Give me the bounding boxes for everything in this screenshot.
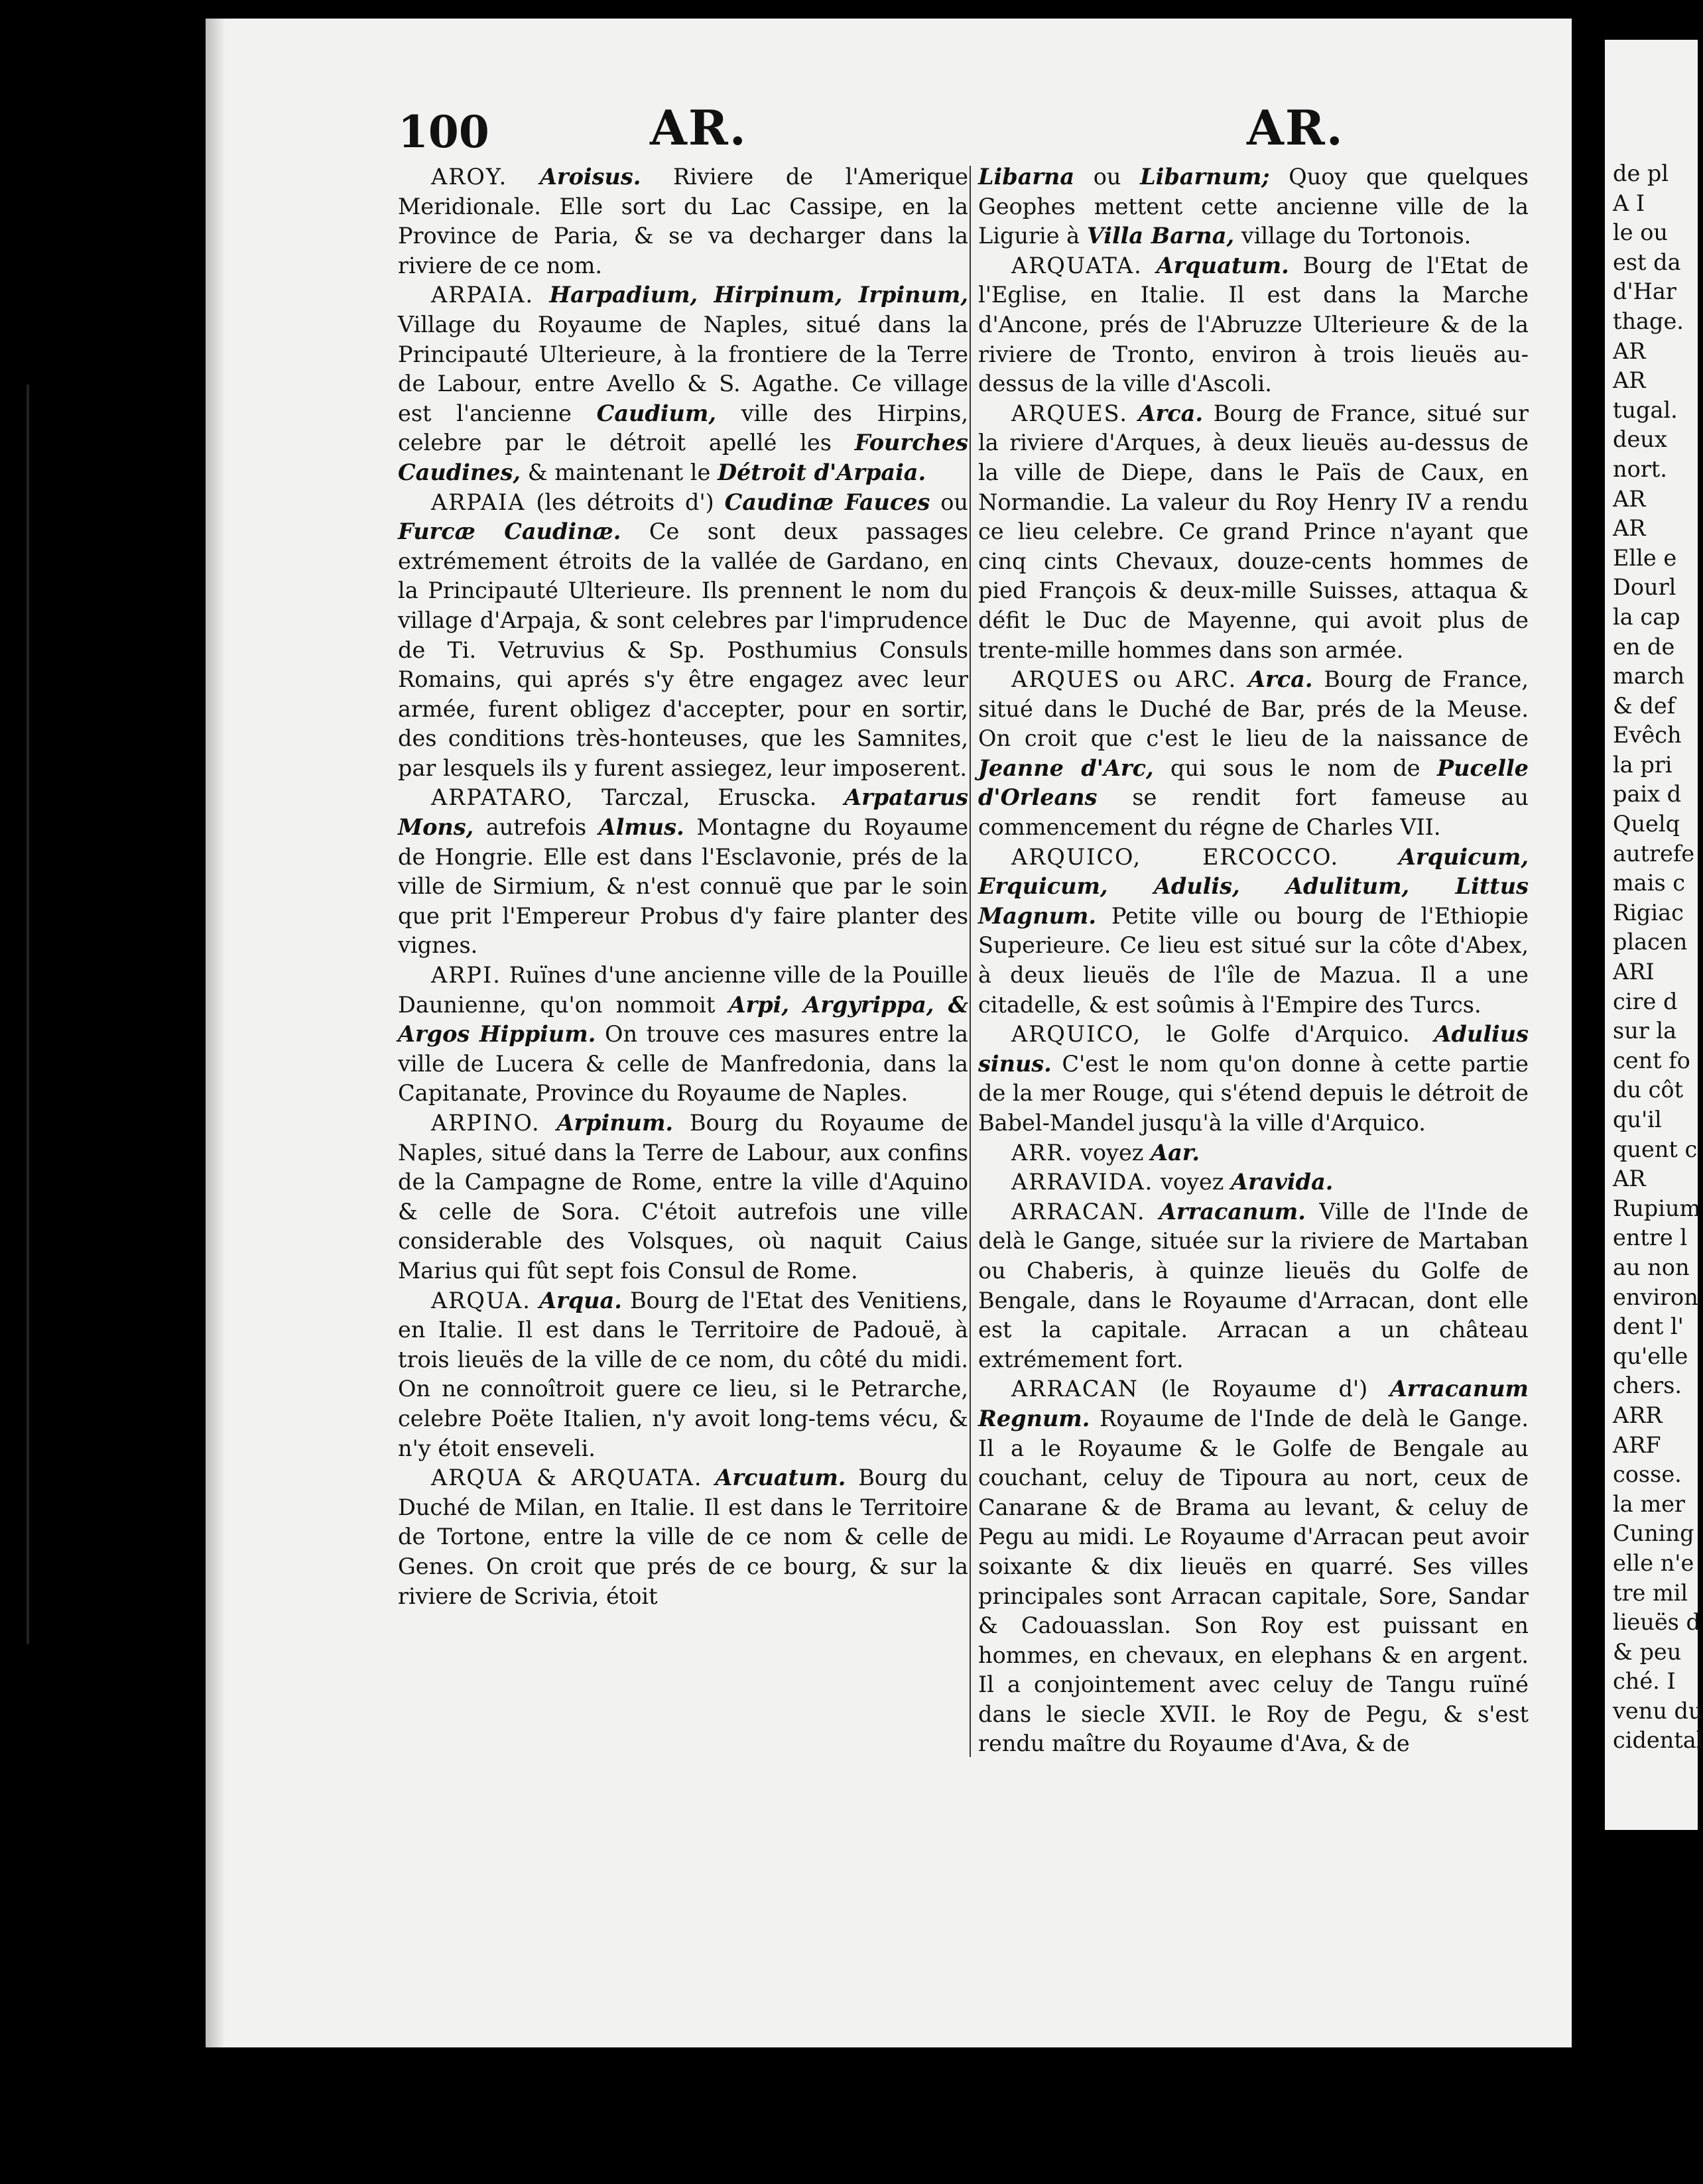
page-number: 100 <box>398 106 489 158</box>
margin-line: deux <box>1613 426 1667 453</box>
latin-name: Almus. <box>598 814 684 841</box>
latin-name: Villa Barna, <box>1086 223 1235 249</box>
latin-name: Arracanum Regnum. <box>978 1376 1529 1431</box>
latin-name: Pucelle d'Orleans <box>978 755 1529 811</box>
dictionary-entry <box>978 1168 1529 1197</box>
dictionary-entry <box>398 961 968 1109</box>
dictionary-entry <box>978 251 1529 399</box>
entry-text: Quoy que quelques Geophes mettent cette ancienne ville de la Ligurie à <box>978 164 1529 249</box>
left-column <box>398 162 968 1611</box>
latin-name: Aravida. <box>1231 1169 1334 1195</box>
right-column <box>978 162 1529 1759</box>
margin-line: autrefe <box>1613 840 1695 867</box>
column-divider <box>970 166 971 1757</box>
margin-line: environ <box>1613 1284 1698 1310</box>
page-edge-shadow <box>206 19 225 2047</box>
margin-line: AR <box>1613 485 1646 512</box>
entry-text: Village du Royaume de Naples, situé dans la Principauté Ulterieure, à la frontiere de la Terre de Labour, entre Avello & S. Agathe. Ce village est l'ancienne <box>398 311 968 426</box>
latin-name: Arpi, Argyrippa, & Argos Hippium. <box>398 991 969 1048</box>
margin-line: nort. <box>1613 455 1667 482</box>
margin-line: cosse. <box>1613 1461 1682 1488</box>
entry-headword: ARPATARO, <box>431 784 574 811</box>
margin-line: du côt <box>1613 1077 1684 1103</box>
latin-name: Arpatarus Mons, <box>398 784 968 841</box>
margin-line: mais c <box>1613 870 1686 896</box>
dictionary-entry <box>978 162 1529 251</box>
dictionary-entry <box>978 665 1529 843</box>
entry-headword: ARRACAN. <box>1011 1198 1146 1225</box>
entry-text: (le Royaume d') <box>1161 1376 1390 1402</box>
latin-name: Arca. <box>1248 666 1313 693</box>
entry-headword: ARRACAN <box>1011 1376 1139 1402</box>
dictionary-entry <box>978 399 1529 665</box>
margin-line: ché. I <box>1613 1668 1676 1695</box>
margin-line: quent c <box>1613 1136 1698 1162</box>
latin-name: Caudinæ Fauces <box>724 489 930 515</box>
entry-headword: ARPAIA. <box>431 282 535 308</box>
entry-text: & maintenant le <box>521 459 718 485</box>
entry-text: Bourg de France, situé dans le Duché de Bar, prés de la Meuse. On croit que c'est le lieu de la naissance de <box>978 666 1529 752</box>
margin-line: chers. <box>1613 1372 1682 1399</box>
entry-text: Ruïnes d'une ancienne ville de la Pouille Daunienne, qu'on nommoit <box>398 962 968 1018</box>
margin-line: d'Har <box>1613 278 1676 305</box>
margin-line: la pri <box>1613 751 1672 778</box>
latin-name: Libarna <box>978 164 1075 190</box>
entry-text: Bourg de l'Etat de l'Eglise, en Italie. Il est dans la Marche d'Ancone, prés de l'Abruzze Ulterieure & de la riviere de Tronto, environ à trois lieuës au-dessus de la ville d'Ascoli. <box>978 252 1529 397</box>
latin-name: Caudium, <box>596 400 716 426</box>
latin-name: Arracanum. <box>1159 1198 1306 1225</box>
margin-line: venu du <box>1613 1697 1703 1724</box>
margin-line: Cuning <box>1613 1520 1694 1547</box>
dictionary-entry <box>978 1197 1529 1375</box>
margin-line: entre l <box>1613 1225 1688 1251</box>
entry-text: autrefois <box>473 814 599 841</box>
entry-headword: ARPI. <box>431 962 501 989</box>
entry-headword: ARQUES ou ARC. <box>1011 666 1237 693</box>
margin-line: thage. <box>1613 308 1684 334</box>
entry-text: Tarczal, Eruscka. <box>601 784 845 811</box>
entry-text: voyez <box>1080 1139 1151 1166</box>
dictionary-entry <box>978 843 1529 1020</box>
dictionary-entry <box>398 162 968 280</box>
latin-name: Adulius sinus. <box>978 1021 1529 1077</box>
entry-text: Ville de l'Inde de delà le Gange, située sur la riviere de Martaban ou Chaberis, à quinze lieuës du Golfe de Bengale, dans le Royaume d'Arracan, dont elle est la capitale. Arracan a un château extrémement fort. <box>978 1198 1529 1372</box>
latin-name: Libarnum; <box>1140 164 1270 190</box>
margin-line: AR <box>1613 337 1646 364</box>
entry-text: C'est le nom qu'on donne à cette partie de la mer Rouge, qui s'étend depuis le détroit de Babel-Mandel jusqu'à la ville d'Arquico. <box>978 1050 1529 1136</box>
entry-text: On trouve ces masures entre la ville de Lucera & celle de Manfredonia, dans la Capitanate, Province du Royaume de Naples. <box>398 1021 968 1107</box>
entry-text: ville des Hirpins, celebre par le détroit apellé les <box>398 400 968 456</box>
entry-text: Bourg de France, situé sur la riviere d'Arques, à deux lieuës au-dessus de la ville de Diepe, dans le Païs de Caux, en Normandie. La valeur du Roy Henry IV a rendu ce lieu celebre. Ce grand Prince n'ayant que cinq cints Chevaux, douze-cents hommes de pied François & deux-mille Suisses, attaqua & défit le Duc de Mayenne, qui avoit plus de trente-mille hommes dans son armée. <box>978 400 1529 663</box>
margin-line: Rigiac <box>1613 899 1684 926</box>
margin-line: Quelq <box>1613 811 1680 837</box>
latin-name: Aar. <box>1151 1139 1200 1166</box>
margin-line: Rupium <box>1613 1195 1701 1221</box>
margin-line: cidental <box>1613 1727 1703 1754</box>
entry-text: se rendit fort fameuse au commencement du régne de Charles VII. <box>978 784 1529 841</box>
entry-headword: ARQUA & ARQUATA. <box>431 1465 703 1491</box>
entry-text: voyez <box>1160 1169 1231 1195</box>
dictionary-entry <box>978 1138 1529 1168</box>
margin-line: AR <box>1613 515 1646 542</box>
margin-line: sur la <box>1613 1018 1677 1044</box>
margin-line: la cap <box>1613 603 1680 630</box>
margin-line: placen <box>1613 929 1688 955</box>
margin-line: qu'il <box>1613 1107 1662 1132</box>
entry-headword: ARQUICO, ERCOCCO. <box>1011 843 1340 870</box>
entry-text: (les détroits d') <box>536 489 725 515</box>
entry-headword: AROY. <box>431 164 508 190</box>
dictionary-entry <box>398 1109 968 1286</box>
entry-text: Riviere de l'Amerique Meridionale. Elle sort du Lac Cassipe, en la Province de Paria, & se va decharger dans la riviere de ce nom. <box>398 164 968 278</box>
entry-text: Montagne du Royaume de Hongrie. Elle est dans l'Esclavonie, prés de la ville de Sirmium, & n'est connuë que par le soin que prit l'Empereur Probus d'y faire planter des vignes. <box>398 814 968 959</box>
margin-line: AR <box>1613 367 1646 394</box>
entry-headword: ARQUICO, <box>1011 1021 1142 1048</box>
entry-headword: ARRAVIDA. <box>1011 1169 1154 1195</box>
entry-text: Bourg du Duché de Milan, en Italie. Il est dans le Territoire de Tortone, entre la ville de ce nom & celle de Genes. On croit que prés de ce bourg, & sur la riviere de Scrivia, étoit <box>398 1465 968 1609</box>
dictionary-entry <box>398 1286 968 1464</box>
margin-line: & peu <box>1613 1638 1682 1665</box>
entry-text: Petite ville ou bourg de l'Ethiopie Superieure. Ce lieu est situé sur la côte d'Abex, à deux lieuës de l'île de Mazua. Il a une citadelle, & est soûmis à l'Empire des Turcs. <box>978 902 1529 1018</box>
latin-name: Aroisus. <box>539 164 641 190</box>
entry-text: Bourg de l'Etat des Venitiens, en Italie. Il est dans le Territoire de Padouë, à trois lieuës de la ville de ce nom, du côté du midi. On ne connoîtroit guere ce lieu, si le Petrarche, celebre Poëte Italien, n'y avoit long-tems vécu, & n'y étoit enseveli. <box>398 1287 968 1461</box>
dictionary-entry <box>398 783 968 961</box>
latin-name: Arquicum, Erquicum, Adulis, Adulitum, Littus Magnum. <box>978 843 1529 929</box>
margin-line: paix d <box>1613 781 1682 808</box>
dictionary-entry <box>398 280 968 487</box>
margin-line: elle n'e <box>1613 1549 1694 1576</box>
dictionary-entry <box>978 1374 1529 1759</box>
margin-line: ARF <box>1613 1431 1661 1458</box>
entry-headword: ARPAIA <box>431 489 526 515</box>
margin-line: qu'elle <box>1613 1343 1688 1369</box>
latin-name: Arqua. <box>539 1287 622 1313</box>
margin-line: est da <box>1613 249 1681 275</box>
margin-line: Elle e <box>1613 544 1677 571</box>
margin-line: AR <box>1613 1166 1646 1192</box>
dictionary-entry <box>978 1020 1529 1138</box>
entry-text: ou <box>930 489 968 515</box>
margin-line: lieuës d <box>1613 1609 1700 1636</box>
entry-headword: ARPINO. <box>431 1110 540 1136</box>
margin-line: march <box>1613 663 1685 690</box>
latin-name: Furcæ Caudinæ. <box>398 518 621 545</box>
margin-line: le ou <box>1613 219 1668 246</box>
entry-text: Bourg du Royaume de Naples, situé dans la Terre de Labour, aux confins de la Campagne de Rome, entre la ville d'Aquino & celle de Sora. C'étoit autrefois une ville considerable des Volsques, où naquit Caius Marius qui fût sept fois Consul de Rome. <box>398 1110 968 1284</box>
entry-text: le Golfe d'Arquico. <box>1166 1021 1434 1048</box>
entry-text: qui sous le nom de <box>1153 755 1437 781</box>
running-head-left: AR. <box>650 99 747 156</box>
margin-line: de pl <box>1613 160 1669 186</box>
entry-headword: ARQUES. <box>1011 400 1128 426</box>
latin-name: Arca. <box>1138 400 1204 426</box>
latin-name: Arquatum. <box>1156 252 1289 278</box>
margin-line: ARR <box>1613 1402 1663 1428</box>
margin-line: la mer <box>1613 1490 1685 1517</box>
entry-headword: ARQUA. <box>431 1287 531 1313</box>
margin-line: tre mil <box>1613 1579 1688 1606</box>
entry-text: village du Tortonois. <box>1234 223 1472 249</box>
dictionary-entry <box>398 1463 968 1611</box>
margin-line: tugal. <box>1613 396 1678 423</box>
margin-line: A I <box>1613 190 1645 216</box>
margin-line: Evêch <box>1613 722 1682 749</box>
margin-line: dent l' <box>1613 1313 1684 1340</box>
latin-name: Jeanne d'Arc, <box>978 755 1154 781</box>
entry-headword: ARQUATA. <box>1011 252 1143 278</box>
latin-name: Arpinum. <box>556 1110 674 1136</box>
latin-name: Détroit d'Arpaia. <box>717 459 926 485</box>
entry-text: ou <box>1074 164 1141 190</box>
dictionary-entry <box>398 488 968 784</box>
entry-text: Royaume de l'Inde de delà le Gange. Il a le Royaume & le Golfe de Bengale au couchant, celuy de Tipoura au nort, ceux de Canarane & de Brama au levant, & celuy de Pegu au midi. Le Royaume d'Arracan peut avoir soixante & dix lieuës en quarré. Ses villes principales sont Arracan capitale, Sore, Sandar & Cadouasslan. Son Roy est puissant en hommes, en chevaux, en elephans & en argent. Il a conjointement avec celuy de Tangu ruïné dans le siecle XVII. le Roy de Pegu, & s'est rendu maître du Royaume d'Ava, & de <box>978 1405 1529 1757</box>
binding-edge-line <box>27 385 29 1644</box>
next-page-margin-text <box>1613 159 1703 1817</box>
margin-line: ARI <box>1613 959 1655 985</box>
page-header <box>398 99 1625 159</box>
latin-name: Fourches Caudines, <box>398 430 968 485</box>
margin-line: en de <box>1613 633 1675 660</box>
entry-text: Ce sont deux passages extrémement étroits de la vallée de Gardano, en la Principauté Ulterieure. Ils prennent le nom du village d'Arpaja, & sont celebres par l'imprudence de Ti. Vetruvius & Sp. Posthumius Consuls Romains, qui aprés s'y être engagez avec leur armée, furent obligez d'accepter, pour en sortir, des conditions très-honteuses, que les Samnites, par lesquels ils y furent assiegez, leur imposerent. <box>398 518 968 781</box>
margin-line: Dourl <box>1613 574 1676 601</box>
margin-line: cire d <box>1613 988 1678 1014</box>
margin-line: cent fo <box>1613 1047 1690 1073</box>
entry-headword: ARR. <box>1011 1139 1074 1166</box>
running-head-right: AR. <box>1247 99 1344 156</box>
latin-name: Harpadium, Hirpinum, Irpinum, <box>549 282 968 308</box>
margin-line: & def <box>1613 692 1676 719</box>
margin-line: au non <box>1613 1254 1690 1280</box>
latin-name: Arcuatum. <box>715 1465 846 1491</box>
